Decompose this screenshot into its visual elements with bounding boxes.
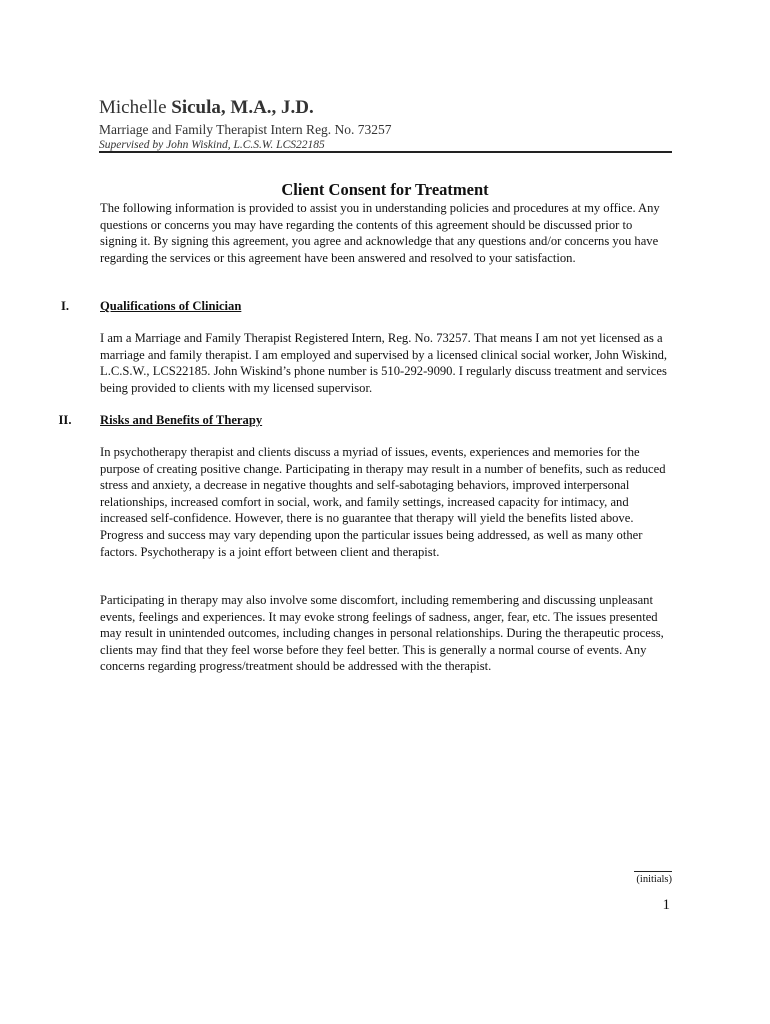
letterhead-divider xyxy=(99,151,672,153)
intro-paragraph: The following information is provided to assist you in understanding policies and procedures at my office. Any questions or concerns you may have regarding the contents of this agreement should be discussed prior to signing it. By signing this agreement, you agree and acknowledge that any questions and/or concerns you have regarding the services or this agreement have been answered and resolved to your satisfaction. xyxy=(100,201,660,265)
page-number: 1 xyxy=(662,897,670,913)
section-1-number: I. xyxy=(60,299,70,313)
initials-field xyxy=(620,862,672,887)
supervision-line: Supervised by John Wiskind, L.C.S.W. LCS22185 xyxy=(99,139,325,151)
first-name: Michelle xyxy=(99,97,167,118)
initials-line xyxy=(634,862,672,872)
clinician-name xyxy=(99,96,671,120)
section-2-heading: Risks and Benefits of Therapy xyxy=(100,413,263,427)
registration-line: Marriage and Family Therapist Intern Reg. No. 73257 xyxy=(99,122,392,137)
initials-label: (initials) xyxy=(636,874,672,885)
letterhead xyxy=(99,96,671,153)
last-name-credentials: Sicula, M.A., J.D. xyxy=(171,97,314,118)
section-2-paragraph-2: Participating in therapy may also involve some discomfort, including remembering and discussing unpleasant events, feelings and experiences. It may evoke strong feelings of sadness, anger, fear, etc. The issues presented may result in unintended outcomes, including changes in personal relationships. During the therapeutic process, clients may find that they feel worse before they feel better. This is generally a normal course of events. Any concerns regarding progress/treatment should be addressed with the therapist. xyxy=(100,593,664,674)
section-2-number: II. xyxy=(58,413,72,427)
document-title: Client Consent for Treatment xyxy=(281,180,489,199)
section-1-paragraph-1: I am a Marriage and Family Therapist Registered Intern, Reg. No. 73257. That means I am not yet licensed as a marriage and family therapist. I am employed and supervised by a licensed clinical social worker, John Wiskind, L.C.S.W., LCS22185. John Wiskind’s phone number is 510-292-9090. I regularly discuss treatment and services being provided to clients with my licensed supervisor. xyxy=(100,331,668,395)
section-2-paragraph-1: In psychotherapy therapist and clients discuss a myriad of issues, events, experiences and memories for the purpose of creating positive change. Participating in therapy may result in a number of benefits, such as reduced stress and anxiety, a decrease in negative thoughts and self-sabotaging behaviors, improved interpersonal relationships, increased comfort in social, work, and family settings, increased capacity for intimacy, and increased self-confidence. However, there is no guarantee that therapy will yield the benefits listed above. Progress and success may vary depending upon the particular issues being addressed, as well as many other factors. Psychotherapy is a joint effort between client and therapist. xyxy=(100,445,666,559)
section-1-heading: Qualifications of Clinician xyxy=(100,299,242,313)
